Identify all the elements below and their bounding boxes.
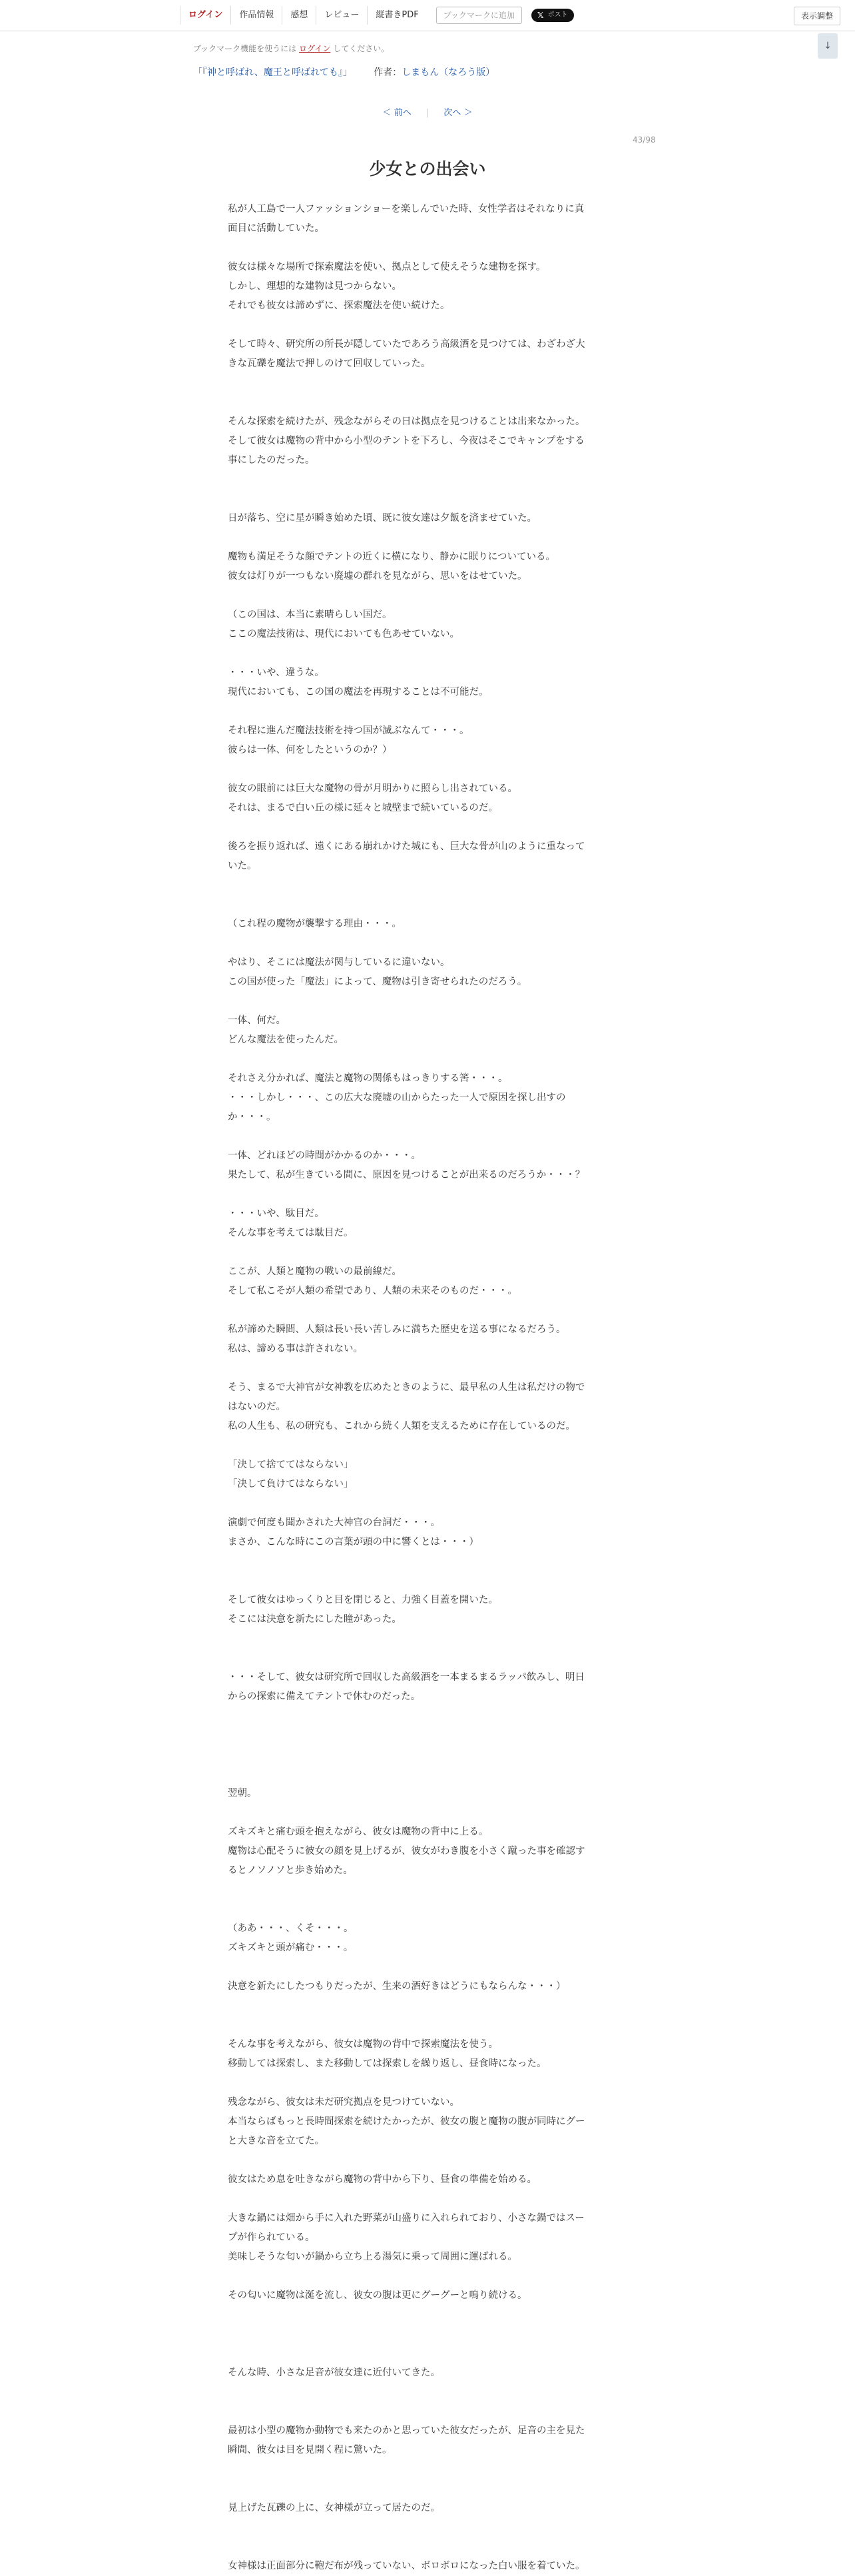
body-line: そして彼女はゆっくりと目を閉じると、力強く目蓋を開いた。 <box>228 1595 498 1605</box>
body-line: 現代においても、この国の魔法を再現することは不可能だ。 <box>228 687 489 697</box>
body-line: か・・・。 <box>228 1112 276 1122</box>
body-line <box>228 1185 627 1204</box>
body-line <box>228 876 627 895</box>
body-line <box>228 2016 627 2035</box>
body-line <box>228 702 627 721</box>
body-line: ここが、人類と魔物の戦いの最前線だ。 <box>228 1266 402 1277</box>
body-line <box>228 934 627 953</box>
body-line: やはり、そこには魔法が関与しているに違いない。 <box>228 957 450 968</box>
body-line <box>228 1958 627 1977</box>
body-line: 事にしたのだった。 <box>228 455 315 466</box>
body-line <box>228 2151 627 2170</box>
body-line: いた。 <box>228 861 257 871</box>
work-info-link[interactable]: 作品情報 <box>230 6 282 25</box>
vertical-pdf-link[interactable]: 縦書きPDF <box>367 6 426 25</box>
author-label: 作者： <box>374 67 402 78</box>
body-line: 彼女はため息を吐きながら魔物の背中から下り、昼食の準備を始める。 <box>228 2174 537 2185</box>
body-line: 私は、諦める事は許されない。 <box>228 1344 363 1354</box>
body-line: きな瓦礫を魔法で押しのけて回収していった。 <box>228 358 431 369</box>
prev-link[interactable]: ＜ 前へ <box>382 108 412 118</box>
body-line: その匂いに魔物は涎を流し、彼女の腹は更にグーグーと鳴り続ける。 <box>228 2290 527 2301</box>
body-line <box>228 1436 627 1456</box>
body-line: 私が諦めた瞬間、人類は長い長い苦しみに満ちた歴史を送る事になるだろう。 <box>228 1324 566 1335</box>
notice-login-link[interactable]: ログイン <box>298 44 331 53</box>
body-line: 決意を新たにしたつもりだったが、生来の酒好きはどうにもならんな・・・） <box>228 1981 566 1992</box>
body-line: プが作られている。 <box>228 2232 315 2243</box>
body-line <box>228 1881 627 1900</box>
body-line: この国が使った「魔法」によって、魔物は引き寄せられたのだろう。 <box>228 977 527 987</box>
body-line <box>228 1707 627 1726</box>
body-line <box>228 1301 627 1320</box>
body-line: 私の人生も、私の研究も、これから続く人類を支えるために存在しているのだ。 <box>228 1421 575 1432</box>
body-line: 一体、どれほどの時間がかかるのか・・・。 <box>228 1150 421 1161</box>
body-line <box>228 1127 627 1146</box>
novel-body <box>228 200 627 2576</box>
body-line <box>228 895 627 915</box>
body-line: 翌朝。 <box>228 1788 257 1799</box>
body-line: 私が人工島で一人ファッションショーを楽しんでいた時、女性学者はそれなりに真 <box>228 204 585 215</box>
body-line: 彼女は灯りが一つもない廃墟の群れを見ながら、思いをはせていた。 <box>228 571 527 582</box>
body-line <box>228 2190 627 2209</box>
body-line: るとノソノソと歩き始めた。 <box>228 1865 353 1876</box>
body-line: 果たして、私が生きている間に、原因を見つけることが出来るのだろうか・・・？ <box>228 1170 585 1180</box>
body-line: ・・・そして、彼女は研究所で回収した高級酒を一本まるまるラッパ飲みし、明日 <box>228 1672 585 1683</box>
impressions-link[interactable]: 感想 <box>282 6 316 25</box>
body-line: 最初は小型の魔物か動物でも来たのかと思っていた彼女だったが、足音の主を見た <box>228 2425 585 2436</box>
body-line <box>228 1571 627 1591</box>
body-line <box>228 1629 627 1649</box>
review-link[interactable]: レビュー <box>316 6 367 25</box>
body-line <box>228 1765 627 1784</box>
body-line: 彼女の眼前には巨大な魔物の骨が月明かりに照らし出されている。 <box>228 783 517 794</box>
body-line <box>228 238 627 258</box>
body-line: と大きな音を立てた。 <box>228 2136 324 2146</box>
body-line <box>228 1494 627 1513</box>
body-line: 大きな鍋には畑から手に入れた野菜が山盛りに入れられており、小さな鍋ではスー <box>228 2213 585 2224</box>
body-line <box>228 1359 627 1378</box>
body-line <box>228 1996 627 2016</box>
body-line: それ程に進んだ魔法技術を持つ国が滅ぶなんて・・・。 <box>228 725 469 736</box>
body-line <box>228 2518 627 2537</box>
body-line <box>228 1050 627 1069</box>
body-line <box>228 1552 627 1571</box>
body-line: 魔物も満足そうな顔でテントの近くに横になり、静かに眠りについている。 <box>228 552 555 562</box>
body-line: 日が落ち、空に星が瞬き始めた頃、既に彼女達は夕飯を済ませていた。 <box>228 513 537 524</box>
pager-divider: | <box>426 108 429 118</box>
notice-suffix: してください。 <box>330 44 390 53</box>
body-line <box>228 2402 627 2421</box>
scroll-down-button[interactable] <box>818 33 838 59</box>
bookmark-button[interactable]: ブックマークに追加 <box>436 7 522 24</box>
body-line <box>228 2267 627 2286</box>
body-line: そんな探索を続けたが、残念ながらその日は拠点を見つけることは出来なかった。 <box>228 416 585 427</box>
body-line <box>228 393 627 412</box>
body-line: 瞬間、彼女は目を見開く程に驚いた。 <box>228 2445 392 2455</box>
body-line <box>228 2344 627 2363</box>
body-line <box>228 374 627 393</box>
body-line: それでも彼女は諦めずに、探索魔法を使い続けた。 <box>228 300 450 311</box>
body-line: 面目に活動していた。 <box>228 223 324 234</box>
body-line: そんな事を考えながら、彼女は魔物の背中で探索魔法を使う。 <box>228 2039 498 2050</box>
login-notice <box>193 43 389 54</box>
body-line: そして私こそが人類の希望であり、人類の未来そのものだ・・・。 <box>228 1286 517 1296</box>
body-line: はないのだ。 <box>228 1402 286 1412</box>
body-line <box>228 818 627 837</box>
series-info <box>193 65 495 79</box>
body-line: そう、まるで大神官が女神教を広めたときのように、最早私の人生は私だけの物で <box>228 1382 585 1393</box>
x-logo-icon: 𝕏 <box>537 11 544 20</box>
chapter-title: 少女との出会い <box>369 159 486 179</box>
body-line <box>228 528 627 548</box>
next-link[interactable]: 次へ ＞ <box>443 108 473 118</box>
body-line <box>228 470 627 490</box>
body-line <box>228 1745 627 1765</box>
body-line: ・・・しかし・・・、この広大な廃墟の山からたった一人で原因を探し出すの <box>228 1092 566 1103</box>
body-line: そんな事を考えては駄目だ。 <box>228 1228 354 1238</box>
body-line: 移動しては探索し、また移動しては探索しを繰り返し、昼食時になった。 <box>228 2058 547 2069</box>
body-line: そして時々、研究所の所長が隠していたであろう高級酒を見つけては、わざわざ大 <box>228 339 585 350</box>
body-line: 残念ながら、彼女は未だ研究拠点を見つけていない。 <box>228 2097 459 2108</box>
body-line: 本当ならばもっと長時間探索を続けたかったが、彼女の腹と魔物の腹が同時にグー <box>228 2116 585 2127</box>
body-line: 魔物は心配そうに彼女の顔を見上げるが、彼女がわき腹を小さく蹴った事を確認す <box>228 1846 585 1857</box>
body-line <box>228 1243 627 1262</box>
body-line <box>228 2074 627 2093</box>
body-line: 見上げた瓦礫の上に、女神様が立って居たのだ。 <box>228 2503 440 2513</box>
body-line: （この国は、本当に素晴らしい国だ。 <box>228 610 392 620</box>
login-link[interactable]: ログイン <box>180 6 230 25</box>
body-line <box>228 1803 627 1823</box>
header-nav <box>180 6 574 25</box>
x-post-label: ポスト <box>547 11 568 19</box>
body-line <box>228 1649 627 1668</box>
body-line <box>228 2537 627 2557</box>
body-line <box>228 992 627 1011</box>
body-line: 後ろを振り返れば、遠くにある崩れかけた城にも、巨大な骨が山のように重なって <box>228 841 585 852</box>
body-line: 彼女は様々な場所で探索魔法を使い、拠点として使えそうな建物を探す。 <box>228 262 546 272</box>
notice-prefix: ブックマーク機能を使うには <box>193 44 299 53</box>
body-line: ズキズキと頭が痛む・・・。 <box>228 1942 354 1953</box>
body-line: からの探索に備えてテントで休むのだった。 <box>228 1691 421 1702</box>
body-line: （ああ・・・、くそ・・・。 <box>228 1923 354 1934</box>
body-line: そして彼女は魔物の背中から小型のテントを下ろし、今夜はそこでキャンプをする <box>228 436 585 446</box>
body-line <box>228 2383 627 2402</box>
body-line: （これ程の魔物が襲撃する理由・・・。 <box>228 919 402 929</box>
body-line <box>228 1900 627 1919</box>
body-line: そんな時、小さな足音が彼女達に近付いてきた。 <box>228 2367 440 2378</box>
pager <box>0 105 855 118</box>
body-line: しかし、理想的な建物は見つからない。 <box>228 281 402 292</box>
body-line <box>228 490 627 509</box>
work-title-link[interactable]: 「『神と呼ばれ、魔王と呼ばれても』」 <box>193 67 352 78</box>
page-count: 43/98 <box>633 135 656 145</box>
x-post-button[interactable] <box>531 9 574 22</box>
body-line: それは、まるで白い丘の様に延々と城壁まで続いているのだ。 <box>228 803 498 813</box>
body-line <box>228 586 627 606</box>
body-line: 演劇で何度も聞かされた大神官の台詞だ・・・。 <box>228 1517 440 1528</box>
author-link[interactable]: しまもん（なろう版） <box>402 67 495 78</box>
body-line: それさえ分かれば、魔法と魔物の関係もはっきりする筈・・・。 <box>228 1073 508 1084</box>
body-line <box>228 2306 627 2325</box>
body-line: ・・・いや、駄目だ。 <box>228 1208 324 1219</box>
body-line: 美味しそうな匂いが鍋から立ち上る湯気に乗って周囲に運ばれる。 <box>228 2252 517 2262</box>
body-line: 女神様は正面部分に鞄だ布が残っていない、ボロボロになった白い服を着ていた。 <box>228 2561 585 2571</box>
body-line: どんな魔法を使ったんだ。 <box>228 1035 344 1045</box>
body-line <box>228 644 627 663</box>
body-line <box>228 2479 627 2499</box>
display-settings-button[interactable]: 表示調整 <box>794 7 840 25</box>
body-line: 「決して負けてはならない」 <box>228 1479 354 1490</box>
body-line <box>228 760 627 779</box>
arrow-down-icon: ↓ <box>824 41 832 51</box>
body-line: 「決して捨ててはならない」 <box>228 1460 354 1470</box>
body-line <box>228 316 627 335</box>
body-line <box>228 2325 627 2344</box>
body-line <box>228 2460 627 2479</box>
body-line: ズキズキと痛む頭を抱えながら、彼女は魔物の背中に上る。 <box>228 1827 489 1837</box>
body-line: ここの魔法技術は、現代においても色あせていない。 <box>228 629 459 640</box>
header-bar <box>0 0 855 31</box>
body-line: まさか、こんな時にこの言葉が頭の中に響くとは・・・） <box>228 1537 479 1547</box>
body-line: そこには決意を新たにした瞳があった。 <box>228 1614 402 1625</box>
body-line <box>228 1726 627 1745</box>
body-line: ・・・いや、違うな。 <box>228 667 324 678</box>
body-line: 彼らは一体、何をしたというのか？） <box>228 745 392 755</box>
body-line: 一体、何だ。 <box>228 1015 286 1026</box>
